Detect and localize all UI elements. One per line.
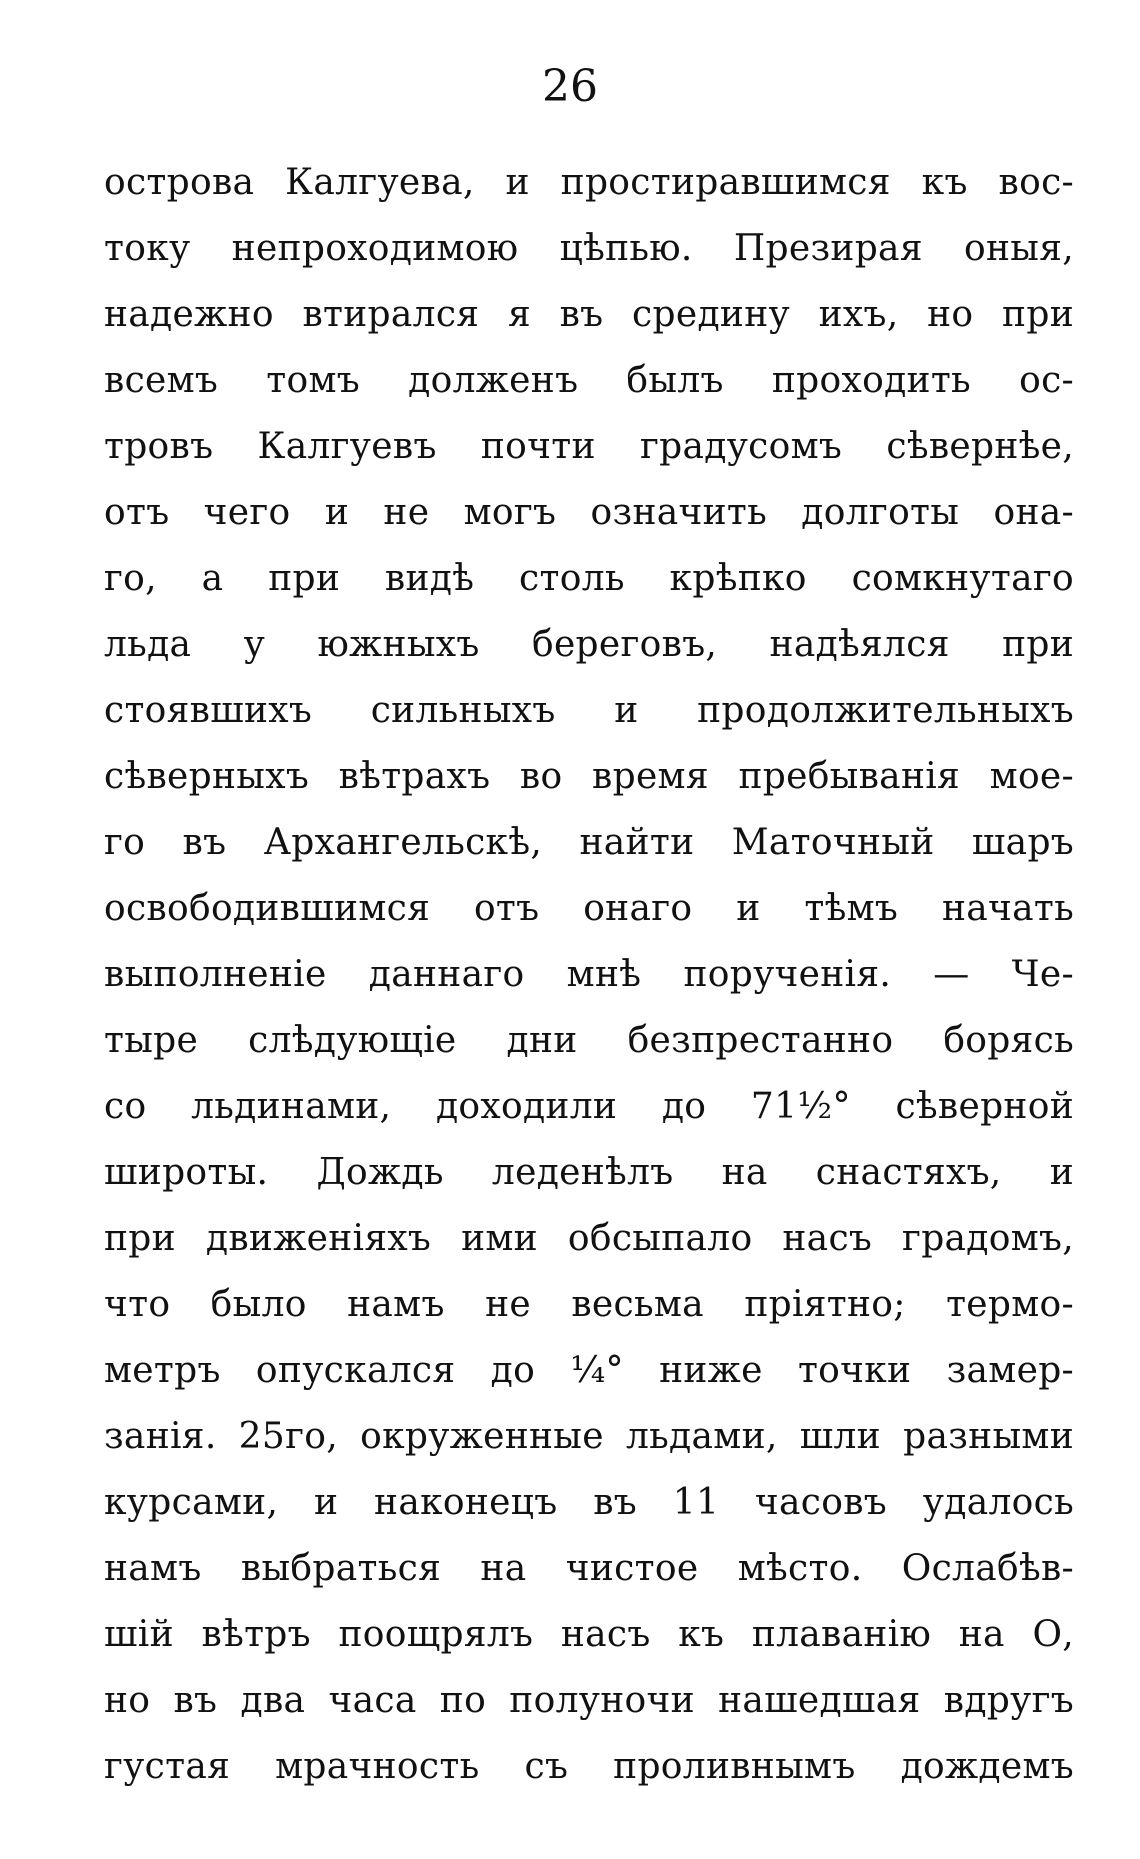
text-line: со льдинами, доходили до 71½° сѣверной (104, 1086, 1074, 1127)
text-line: стоявшихъ сильныхъ и продолжительныхъ (104, 690, 1074, 731)
text-line: выполненіе даннаго мнѣ порученія. — Че- (104, 954, 1074, 995)
text-line: но въ два часа по полуночи нашедшая вдругъ (104, 1680, 1074, 1721)
text-line: тыре слѣдующіе дни безпрестанно борясь (104, 1020, 1074, 1061)
text-line: го въ Архангельскѣ, найти Маточный шаръ (104, 822, 1074, 863)
text-line: надежно втирался я въ средину ихъ, но при (104, 294, 1074, 335)
text-line: при движеніяхъ ими обсыпало насъ градомъ, (104, 1218, 1074, 1259)
text-line: освободившимся отъ онаго и тѣмъ начать (104, 888, 1074, 929)
body-text (104, 150, 1074, 1800)
text-line: курсами, и наконецъ въ 11 часовъ удалось (104, 1482, 1074, 1523)
text-line: току непроходимою цѣпью. Презирая оныя, (104, 228, 1074, 269)
text-line: намъ выбраться на чистое мѣсто. Ослабѣв- (104, 1548, 1074, 1589)
text-line: занія. 25го, окруженные льдами, шли разными (104, 1416, 1074, 1457)
text-line: шій вѣтръ поощрялъ насъ къ плаванію на О, (104, 1614, 1074, 1655)
text-line: сѣверныхъ вѣтрахъ во время пребыванія мое- (104, 756, 1074, 797)
page-number: 26 (542, 61, 598, 112)
text-line: отъ чего и не могъ означить долготы она- (104, 492, 1074, 533)
text-line: широты. Дождь леденѣлъ на снастяхъ, и (104, 1152, 1074, 1193)
text-line: всемъ томъ долженъ былъ проходить ос- (104, 360, 1074, 401)
text-line: льда у южныхъ береговъ, надѣялся при (104, 624, 1074, 665)
text-line: метръ опускался до ¼° ниже точки замер- (104, 1350, 1074, 1391)
text-line: острова Калгуева, и простиравшимся къ вос- (104, 162, 1074, 203)
text-line: тровъ Калгуевъ почти градусомъ сѣвернѣе, (104, 426, 1074, 467)
text-line: что было намъ не весьма пріятно; термо- (104, 1284, 1074, 1325)
text-line: го, а при видѣ столь крѣпко сомкнутаго (104, 558, 1074, 599)
text-line: густая мрачность съ проливнымъ дождемъ (104, 1746, 1074, 1787)
